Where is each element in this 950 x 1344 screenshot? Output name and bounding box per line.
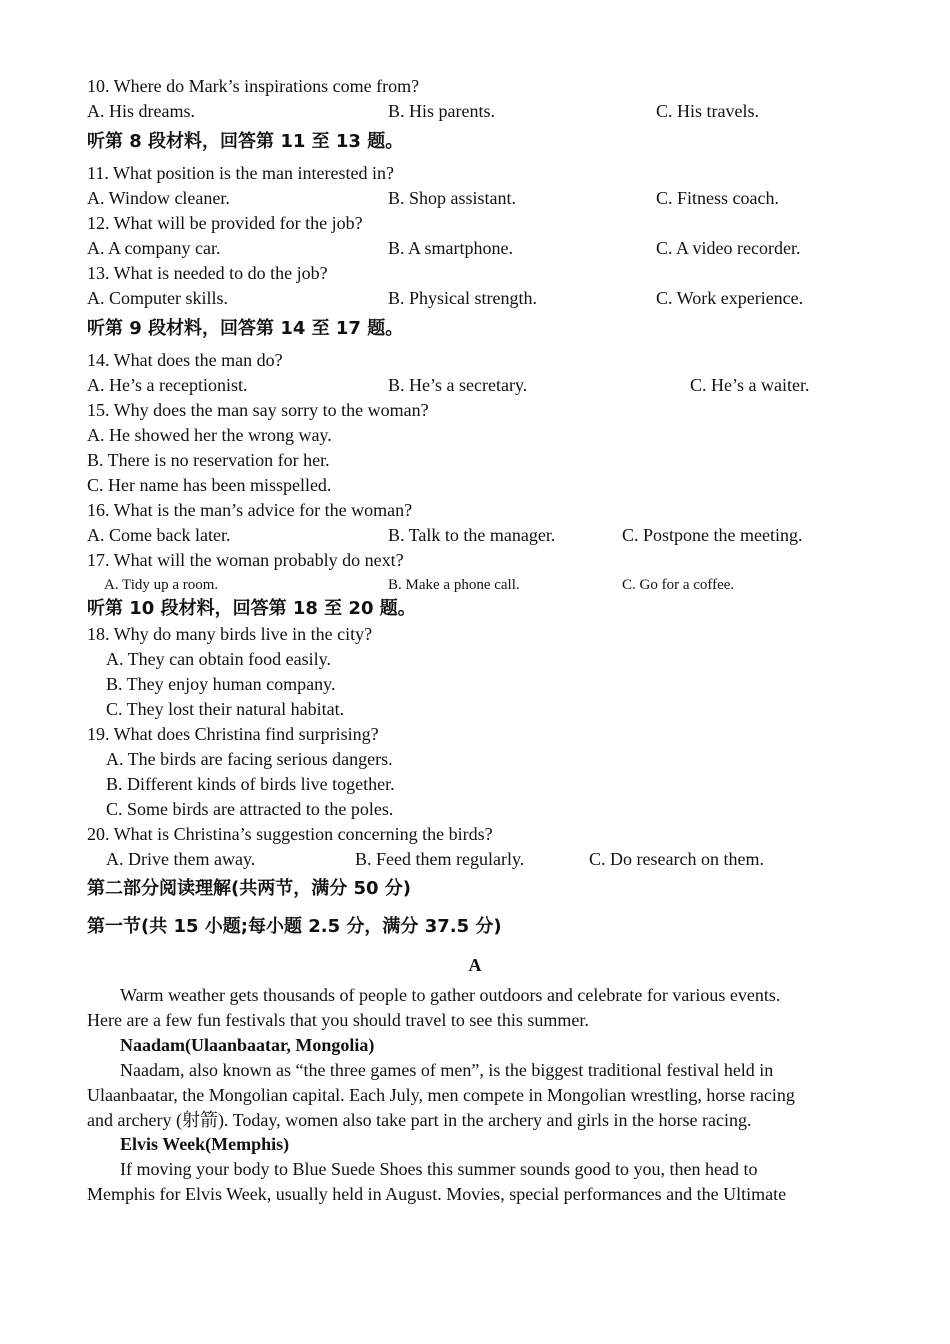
q12-stem: 12. What will be provided for the job? [87,213,363,233]
q20-stem: 20. What is Christina’s suggestion concerning the birds? [87,824,493,844]
q16-option-b: B. Talk to the manager. [388,525,556,545]
passage-label: A [468,955,482,975]
naadam-line-1: Naadam, also known as “the three games of men”, is the biggest traditional festival held in [120,1060,774,1080]
q13-option-c: C. Work experience. [656,288,804,308]
q14-stem: 14. What does the man do? [87,350,283,370]
section-9-heading: 听第 9 段材料，回答第 14 至 17 题。 [87,318,404,339]
q18-option-c: C. They lost their natural habitat. [106,699,345,719]
q11-option-c: C. Fitness coach. [656,188,779,208]
section-10-heading: 听第 10 段材料，回答第 18 至 20 题。 [87,598,416,619]
elvis-title: Elvis Week(Memphis) [120,1134,290,1154]
q15-option-c: C. Her name has been misspelled. [87,475,332,495]
q14-option-b: B. He’s a secretary. [388,375,528,395]
q14-option-c: C. He’s a waiter. [690,375,810,395]
q15-option-a: A. He showed her the wrong way. [87,425,332,445]
q16-stem: 16. What is the man’s advice for the woman? [87,500,413,520]
naadam-line-3: and archery (射箭). Today, women also take part in the archery and girls in the horse racing. [87,1110,752,1130]
q12-option-c: C. A video recorder. [656,238,801,258]
q18-option-b: B. They enjoy human company. [106,674,336,694]
section1-heading: 第一节(共 15 小题;每小题 2.5 分，满分 37.5 分) [87,916,502,937]
q15-option-b: B. There is no reservation for her. [87,450,330,470]
elvis-line-1: If moving your body to Blue Suede Shoes this summer sounds good to you, then head to [120,1159,758,1179]
q14-option-a: A. He’s a receptionist. [87,375,248,395]
q19-stem: 19. What does Christina find surprising? [87,724,379,744]
q10-stem: 10. Where do Mark’s inspirations come from? [87,76,420,96]
q11-option-b: B. Shop assistant. [388,188,517,208]
naadam-title: Naadam(Ulaanbaatar, Mongolia) [120,1035,375,1055]
part2-heading: 第二部分阅读理解(共两节，满分 50 分) [87,878,412,899]
q17-option-a: A. Tidy up a room. [104,577,219,593]
q20-option-c: C. Do research on them. [589,849,764,869]
q15-stem: 15. Why does the man say sorry to the woman? [87,400,429,420]
section-8-heading: 听第 8 段材料，回答第 11 至 13 题。 [87,131,404,152]
q10-option-b: B. His parents. [388,101,495,121]
q17-option-b: B. Make a phone call. [388,577,520,593]
q13-option-a: A. Computer skills. [87,288,229,308]
q18-stem: 18. Why do many birds live in the city? [87,624,373,644]
q10-option-c: C. His travels. [656,101,759,121]
q19-option-b: B. Different kinds of birds live together. [106,774,395,794]
q13-stem: 13. What is needed to do the job? [87,263,328,283]
q17-option-c: C. Go for a coffee. [622,577,735,593]
q20-option-b: B. Feed them regularly. [355,849,525,869]
q12-option-a: A. A company car. [87,238,221,258]
q16-option-c: C. Postpone the meeting. [622,525,803,545]
passage-intro-line-2: Here are a few fun festivals that you should travel to see this summer. [87,1010,589,1030]
q20-option-a: A. Drive them away. [106,849,256,869]
q18-option-a: A. They can obtain food easily. [106,649,331,669]
passage-intro-line-1: Warm weather gets thousands of people to gather outdoors and celebrate for various events. [120,985,781,1005]
q12-option-b: B. A smartphone. [388,238,513,258]
q11-option-a: A. Window cleaner. [87,188,230,208]
q19-option-c: C. Some birds are attracted to the poles. [106,799,394,819]
naadam-line-2: Ulaanbaatar, the Mongolian capital. Each July, men compete in Mongolian wrestling, horse racing [87,1085,795,1105]
q17-stem: 17. What will the woman probably do next? [87,550,404,570]
elvis-line-2: Memphis for Elvis Week, usually held in August. Movies, special performances and the Ultimate [87,1184,787,1204]
q13-option-b: B. Physical strength. [388,288,537,308]
q16-option-a: A. Come back later. [87,525,231,545]
q10-option-a: A. His dreams. [87,101,195,121]
q11-stem: 11. What position is the man interested in? [87,163,394,183]
q19-option-a: A. The birds are facing serious dangers. [106,749,393,769]
